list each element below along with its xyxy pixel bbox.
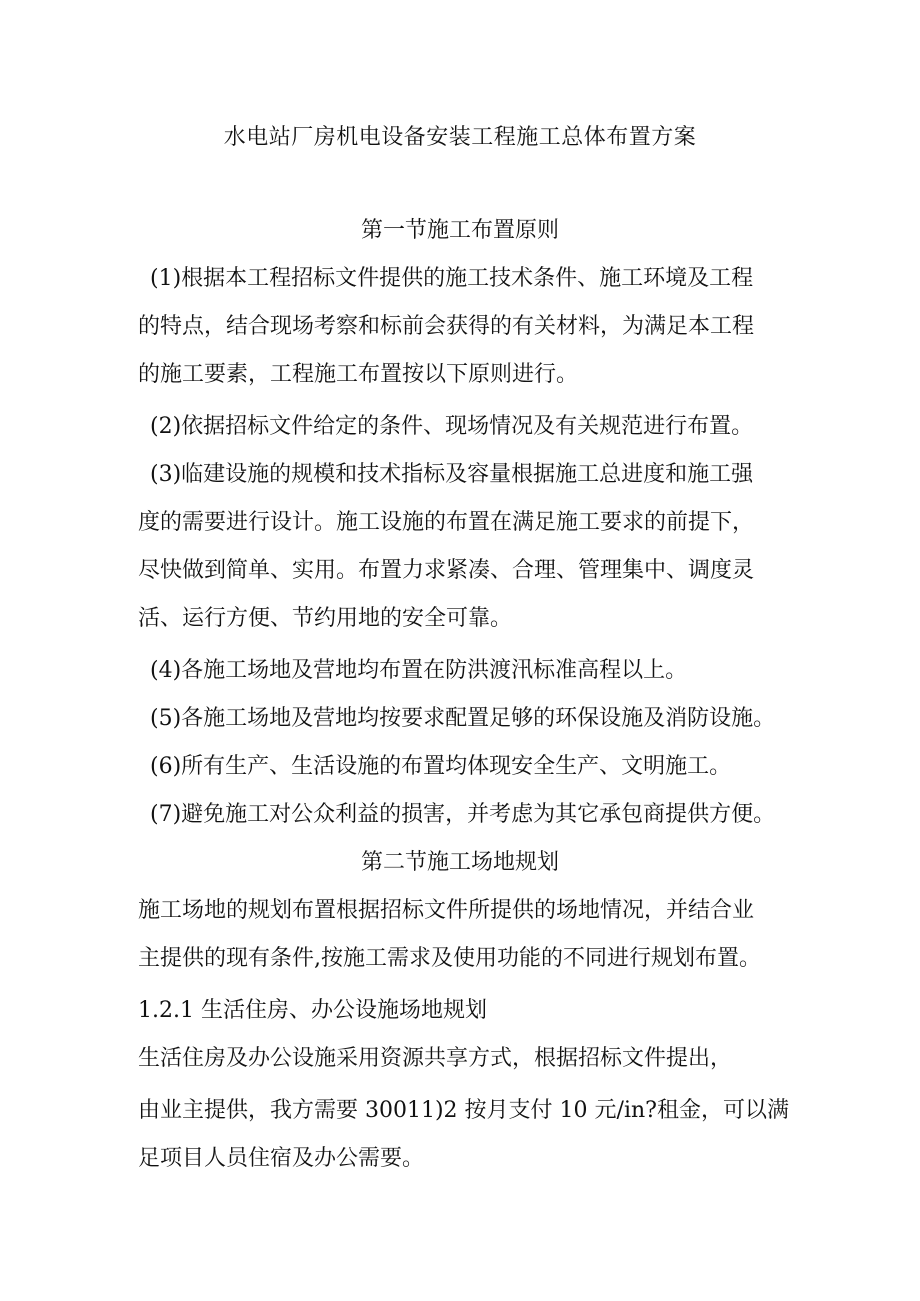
paragraph-line: 度的需要进行设计。施工设施的布置在满足施工要求的前提下， [138,510,755,535]
paragraph-line: 尽快做到简单、实用。布置力求紧凑、合理、管理集中、调度灵 [138,558,755,583]
subsection-heading: 1.2.1 生活住房、办公设施场地规划 [138,998,487,1023]
paragraph-line: 活、运行方便、节约用地的安全可靠。 [138,606,513,631]
paragraph-line: (6)所有生产、生活设施的布置均体现安全生产、文明施工。 [150,754,732,779]
paragraph-line: (7)避免施工对公众利益的损害，并考虑为其它承包商提供方便。 [150,802,776,827]
paragraph-line: 主提供的现有条件,按施工需求及使用功能的不同进行规划布置。 [138,946,761,971]
paragraph-line: 生活住房及办公设施采用资源共享方式，根据招标文件提出， [138,1046,733,1071]
paragraph-line: (4)各施工场地及营地均布置在防洪渡汛标准高程以上。 [150,658,688,683]
paragraph-line: (1)根据本工程招标文件提供的施工技术条件、施工环境及工程 [150,266,754,291]
section-1-heading: 第一节施工布置原则 [360,218,559,243]
document-title: 水电站厂房机电设备安装工程施工总体布置方案 [223,125,697,150]
paragraph-line: 由业主提供，我方需要 30011)2 按月支付 10 元/in?租金，可以满 [138,1098,789,1123]
paragraph-line: (3)临建设施的规模和技术指标及容量根据施工总进度和施工强 [150,462,754,487]
paragraph-line: 的施工要素，工程施工布置按以下原则进行。 [138,362,579,387]
paragraph-line: 足项目人员住宿及办公需要。 [138,1146,425,1171]
paragraph-line: 的特点，结合现场考察和标前会获得的有关材料，为满足本工程 [138,314,755,339]
paragraph-line: 施工场地的规划布置根据招标文件所提供的场地情况，并结合业 [138,898,755,923]
paragraph-line: (2)依据招标文件给定的条件、现场情况及有关规范进行布置。 [150,414,754,439]
section-2-heading: 第二节施工场地规划 [360,850,559,875]
paragraph-line: (5)各施工场地及营地均按要求配置足够的环保设施及消防设施。 [150,706,776,731]
